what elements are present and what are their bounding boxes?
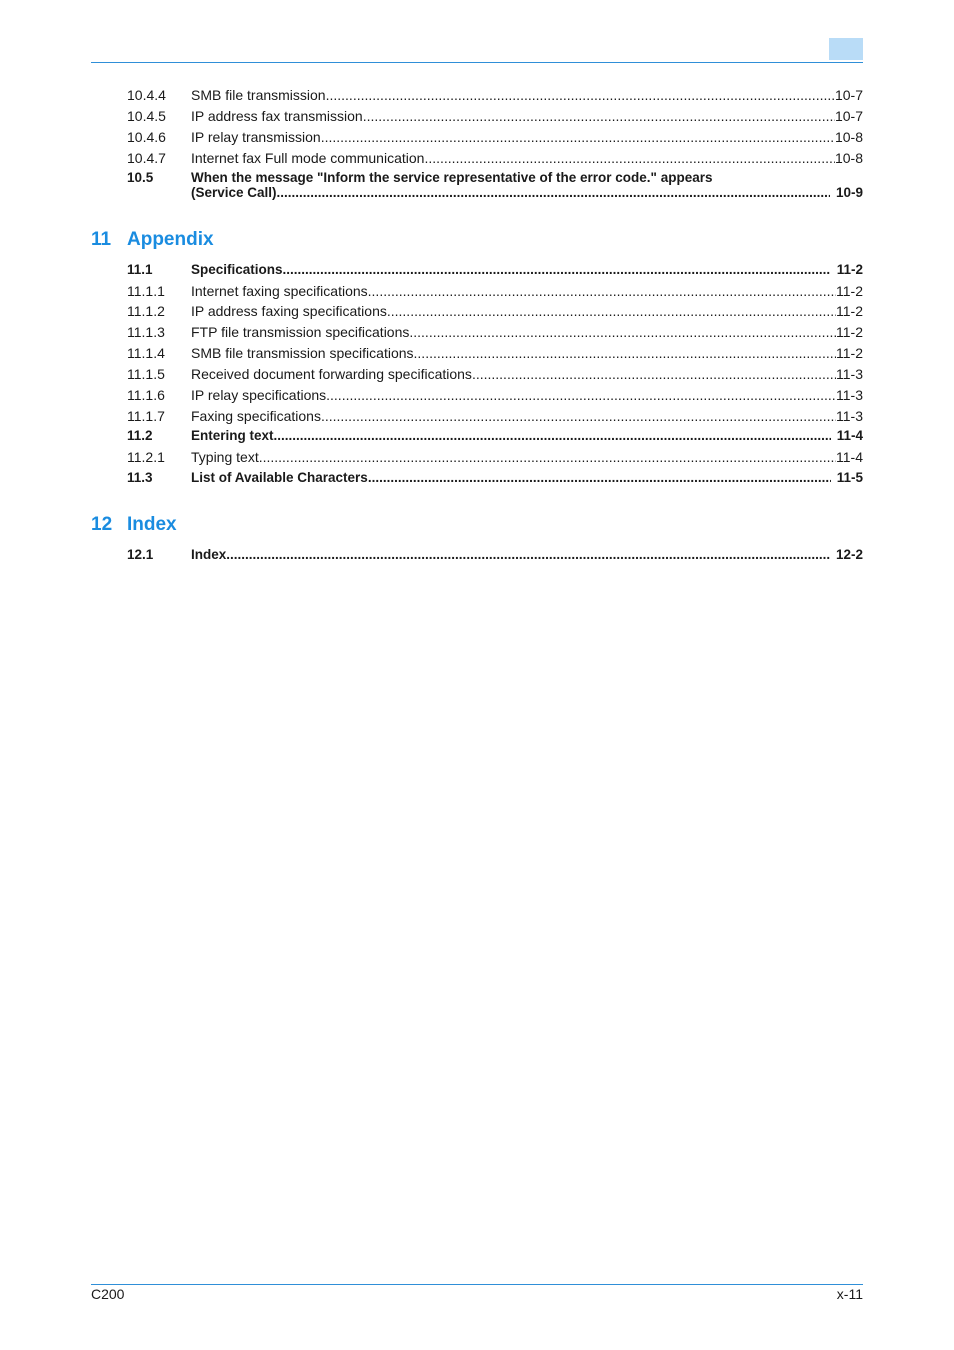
toc-entry-number: 11.2 [127, 428, 153, 443]
toc-entry-page: 11-2 [836, 303, 863, 319]
toc-entry-title: IP address faxing specifications [191, 303, 387, 319]
toc-entry-number: 10.4.5 [127, 108, 166, 124]
leader-dots [259, 447, 836, 467]
toc-entry-title: IP relay transmission [191, 129, 321, 145]
chapter-heading-appendix[interactable] [91, 229, 214, 255]
footer-model: C200 [91, 1286, 125, 1302]
toc-entry-service-call[interactable] [127, 170, 863, 209]
toc-entry[interactable] [127, 322, 863, 342]
toc-entry-number: 11.1.4 [127, 345, 165, 361]
toc-entry-title: Entering text [191, 428, 274, 443]
toc-entry[interactable] [127, 260, 863, 280]
toc-entry[interactable] [127, 468, 863, 488]
leader-dots [326, 385, 836, 405]
toc-entry-number: 11.1.6 [127, 387, 165, 403]
toc-entry-title: Internet fax Full mode communication [191, 150, 425, 166]
toc-entry[interactable] [127, 148, 863, 168]
toc-entry-title: SMB file transmission [191, 87, 326, 103]
toc-entry-page: 11-4 [836, 449, 863, 465]
leader-dots [414, 343, 836, 363]
toc-entry-number: 11.2.1 [127, 449, 165, 465]
toc-entry-title: Index [191, 547, 227, 562]
chapter-title: Appendix [127, 229, 214, 250]
chapter-heading-index[interactable] [91, 514, 177, 540]
toc-entry-page: 11-3 [836, 387, 863, 403]
toc-entry[interactable] [127, 343, 863, 363]
toc-entry[interactable] [127, 364, 863, 384]
toc-entry-title: List of Available Characters [191, 470, 368, 485]
leader-dots [321, 406, 836, 426]
toc-entry-title: FTP file transmission specifications [191, 324, 410, 340]
chapter-number: 12 [91, 514, 113, 535]
toc-entry-number: 10.4.7 [127, 150, 166, 166]
toc-entry-page: 11-5 [836, 470, 863, 485]
toc-entry[interactable] [127, 106, 863, 126]
leader-dots [321, 127, 835, 147]
toc-entry-number: 11.1.7 [127, 408, 165, 424]
toc-entry-page: 11-4 [836, 428, 863, 443]
toc-entry-page: 11-2 [836, 345, 863, 361]
toc-entry-page: 11-3 [836, 408, 863, 424]
leader-dots [283, 260, 831, 280]
footer-page-number: x-11 [836, 1286, 863, 1302]
toc-entry[interactable] [127, 127, 863, 147]
toc-entry[interactable] [127, 426, 863, 446]
leader-dots [226, 545, 830, 565]
chapter-tab-marker [829, 38, 863, 60]
toc-entry-number: 11.1.3 [127, 324, 165, 340]
toc-entry-title: IP address fax transmission [191, 108, 363, 124]
leader-dots [424, 148, 835, 168]
toc-entry-number: 10.5 [127, 170, 154, 185]
toc-entry[interactable] [127, 447, 863, 467]
leader-dots [363, 106, 835, 126]
leader-dots [368, 281, 836, 301]
toc-entry-page: 10-7 [834, 108, 863, 124]
leader-dots [409, 322, 836, 342]
toc-entry-number: 12.1 [127, 547, 154, 562]
toc-entry-number: 11.3 [127, 470, 153, 485]
leader-dots [368, 468, 831, 488]
toc-entry-page: 11-2 [836, 262, 863, 277]
chapter-number: 11 [91, 229, 112, 250]
toc-entry-number: 11.1.2 [127, 303, 165, 319]
toc-entry[interactable] [127, 545, 863, 565]
toc-entry-title-line1: When the message "Inform the service representative of the error code." appears [191, 170, 713, 185]
toc-entry-page: 12-2 [835, 547, 863, 562]
toc-entry[interactable] [127, 301, 863, 321]
toc-entry-title: Internet faxing specifications [191, 283, 368, 299]
footer-rule [91, 1284, 863, 1285]
toc-entry-title: Faxing specifications [191, 408, 321, 424]
toc-entry[interactable] [127, 385, 863, 405]
toc-entry[interactable] [127, 406, 863, 426]
toc-entry[interactable] [127, 85, 863, 105]
chapter-title: Index [127, 514, 177, 535]
toc-entry-number: 10.4.6 [127, 129, 166, 145]
leader-dots [326, 85, 835, 105]
toc-entry-page: 10-9 [835, 185, 863, 200]
header-rule [91, 62, 863, 63]
toc-entry-page: 10-8 [834, 150, 863, 166]
leader-dots [387, 301, 836, 321]
toc-entry-title: Received document forwarding specifications [191, 366, 472, 382]
toc-entry-title: Specifications [191, 262, 283, 277]
toc-entry-number: 10.4.4 [127, 87, 166, 103]
toc-entry-title: IP relay specifications [191, 387, 327, 403]
leader-dots [274, 426, 831, 446]
toc-entry-number: 11.1.5 [127, 366, 165, 382]
toc-entry[interactable] [127, 281, 863, 301]
toc-entry-page: 10-7 [834, 87, 863, 103]
leader-dots [277, 183, 830, 203]
toc-entry-title-line2: (Service Call) [191, 185, 277, 200]
toc-entry-title: Typing text [191, 449, 259, 465]
toc-entry-title: SMB file transmission specifications [191, 345, 414, 361]
leader-dots [472, 364, 836, 384]
toc-entry-page: 11-3 [836, 366, 863, 382]
toc-entry-number: 11.1 [127, 262, 153, 277]
toc-entry-page: 10-8 [834, 129, 863, 145]
toc-entry-number: 11.1.1 [127, 283, 165, 299]
toc-entry-page: 11-2 [836, 324, 863, 340]
toc-entry-page: 11-2 [836, 283, 863, 299]
